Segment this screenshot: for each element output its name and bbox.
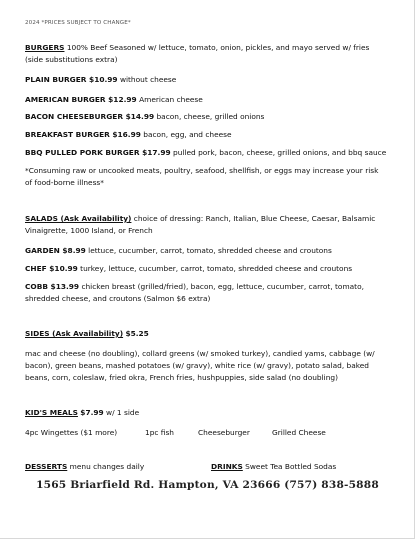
burgers-header bbox=[25, 43, 369, 53]
kids-header bbox=[25, 408, 139, 418]
item-name: BACON CHEESEBURGER $14.99 bbox=[25, 112, 155, 121]
item-name: BBQ PULLED PORK BURGER $17.99 bbox=[25, 148, 171, 157]
kids-option-fish: 1pc fish bbox=[145, 428, 174, 437]
kids-suffix: w/ 1 side bbox=[106, 408, 140, 417]
sides-header bbox=[25, 329, 149, 339]
kids-option-cheeseburger: Cheeseburger bbox=[198, 428, 250, 437]
menu-item-garden-salad bbox=[25, 246, 332, 256]
sides-list-line3: beans, corn, coleslaw, fried okra, French fries, hushpuppies, side salad (no doubling) bbox=[25, 373, 338, 382]
burgers-note: (side substitutions extra) bbox=[25, 55, 118, 64]
burgers-description: 100% Beef Seasoned w/ lettuce, tomato, onion, pickles, and mayo served w/ fries bbox=[66, 43, 370, 52]
item-desc: bacon, egg, and cheese bbox=[143, 130, 232, 139]
salads-description-line2: Vinaigrette, 1000 Island, or French bbox=[25, 226, 153, 235]
food-warning-line2: of food-borne illness* bbox=[25, 178, 104, 187]
kids-option-wingettes: 4pc Wingettes ($1 more) bbox=[25, 428, 118, 437]
item-desc: chicken breast (grilled/fried), bacon, egg, lettuce, cucumber, carrot, tomato, bbox=[81, 282, 364, 291]
salads-header bbox=[25, 214, 375, 224]
desserts-line bbox=[25, 462, 144, 472]
address-footer: 1565 Briarfield Rd. Hampton, VA 23666 (757) 838-5888 bbox=[36, 479, 379, 491]
item-name: BREAKFAST BURGER $16.99 bbox=[25, 130, 141, 139]
burgers-heading: BURGERS bbox=[25, 43, 65, 52]
menu-item-chef-salad bbox=[25, 264, 352, 274]
item-name: CHEF $10.99 bbox=[25, 264, 78, 273]
sides-list-line1: mac and cheese (no doubling), collard greens (w/ smoked turkey), candied yams, cabbage (w/ bbox=[25, 349, 375, 358]
item-name: AMERICAN BURGER $12.99 bbox=[25, 95, 137, 104]
food-warning-line1: *Consuming raw or uncooked meats, poultry, seafood, shellfish, or eggs may increase your risk bbox=[25, 166, 379, 175]
menu-item-bbq-pulled-pork-burger bbox=[25, 148, 386, 158]
item-desc: bacon, cheese, grilled onions bbox=[156, 112, 265, 121]
item-name: PLAIN BURGER $10.99 bbox=[25, 75, 118, 84]
item-desc: American cheese bbox=[139, 95, 203, 104]
sides-price: $5.25 bbox=[125, 329, 149, 338]
drinks-text: Sweet Tea Bottled Sodas bbox=[245, 462, 337, 471]
menu-item-cobb-salad bbox=[25, 282, 364, 292]
item-name: GARDEN $8.99 bbox=[25, 246, 86, 255]
salads-description: choice of dressing: Ranch, Italian, Blue Cheese, Caesar, Balsamic bbox=[133, 214, 376, 223]
kids-option-grilled-cheese: Grilled Cheese bbox=[272, 428, 326, 437]
item-desc: without cheese bbox=[119, 75, 177, 84]
desserts-heading: DESSERTS bbox=[25, 462, 68, 471]
item-desc: turkey, lettuce, cucumber, carrot, tomato, shredded cheese and croutons bbox=[80, 264, 353, 273]
cobb-salad-desc-line2: shredded cheese, and croutons (Salmon $6 extra) bbox=[25, 294, 211, 303]
sides-heading: SIDES (Ask Availability) bbox=[25, 329, 124, 338]
menu-item-breakfast-burger bbox=[25, 130, 232, 140]
desserts-text: menu changes daily bbox=[69, 462, 145, 471]
item-name: COBB $13.99 bbox=[25, 282, 80, 291]
item-desc: pulled pork, bacon, cheese, grilled onions, and bbq sauce bbox=[173, 148, 387, 157]
kids-heading: KID'S MEALS bbox=[25, 408, 78, 417]
price-notice: 2024 *PRICES SUBJECT TO CHANGE* bbox=[25, 20, 131, 26]
kids-price: $7.99 bbox=[80, 408, 104, 417]
menu-item-plain-burger bbox=[25, 75, 176, 85]
sides-list-line2: bacon), green beans, mashed potatoes (w/ gravy), white rice (w/ gravy), potato salad, baked bbox=[25, 361, 369, 370]
salads-heading: SALADS (Ask Availability) bbox=[25, 214, 132, 223]
menu-item-american-burger bbox=[25, 95, 203, 105]
item-desc: lettuce, cucumber, carrot, tomato, shredded cheese and croutons bbox=[88, 246, 332, 255]
drinks-heading: DRINKS bbox=[211, 462, 243, 471]
menu-item-bacon-cheeseburger bbox=[25, 112, 264, 122]
drinks-line bbox=[211, 462, 336, 472]
